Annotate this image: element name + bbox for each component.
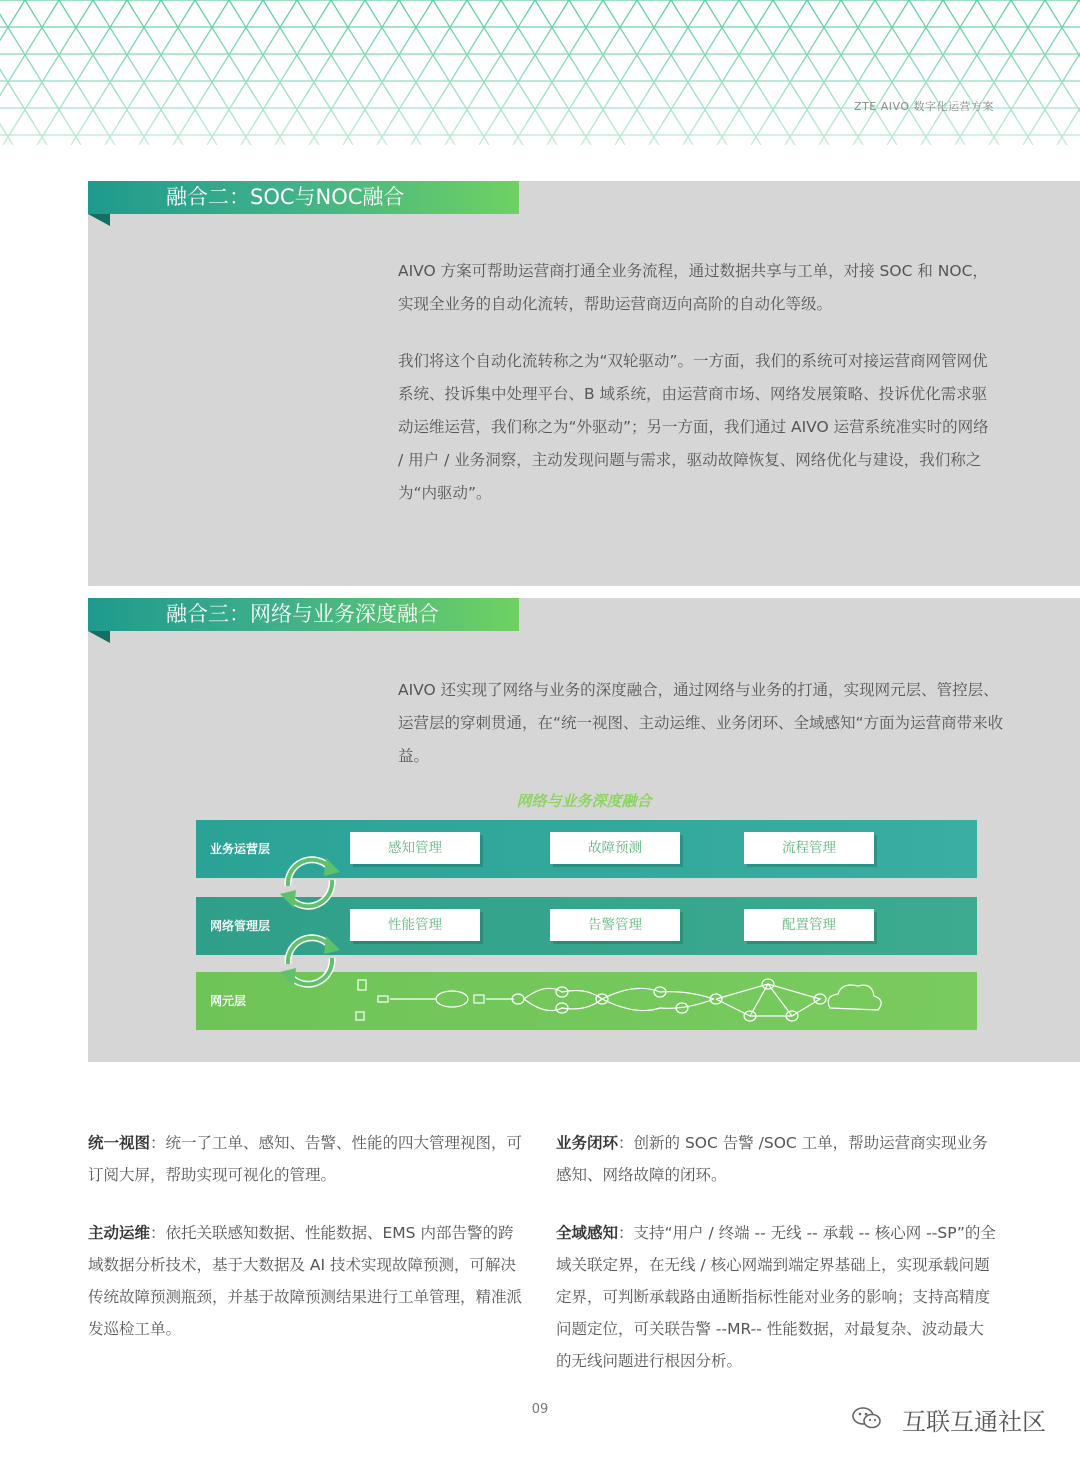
paragraph: 我们将这个自动化流转称之为“双轮驱动”。一方面，我们的系统可对接运营商网管网优系统、投诉集中处理平台、B 域系统，由运营商市场、网络发展策略、投诉优化需求驱动运维运营，我们称之为“外驱动”；另一方面，我们通过 AIVO 运营系统准实时的网络 / 用户 / 业务洞察，主动发现问题与需求，驱动故障恢复、网络优化与建设，我们称之为“内驱动”。 — [398, 352, 989, 502]
feature-term: 全域感知 — [556, 1224, 619, 1242]
feature-term: 主动运维 — [88, 1224, 151, 1242]
section-soc-noc — [88, 181, 1080, 586]
feature-term: 统一视图 — [88, 1134, 151, 1152]
diagram-title: 网络与业务深度融合 — [516, 792, 652, 810]
feature-unified-view — [88, 1127, 528, 1191]
page-number: 09 — [531, 1402, 549, 1417]
wechat-icon — [852, 1405, 882, 1431]
module-performance-management: 性能管理 — [350, 909, 480, 941]
tab-fold-corner — [88, 631, 110, 643]
feature-proactive-ops — [88, 1217, 528, 1345]
layer-label: 网元层 — [210, 994, 247, 1008]
section-title: 融合二：SOC与NOC融合 — [88, 181, 519, 214]
header-pattern — [0, 0, 1080, 145]
layer-label: 网络管理层 — [210, 919, 271, 933]
feature-text: ：统一了工单、感知、告警、性能的四大管理视图，可订阅大屏，帮助实现可视化的管理。 — [88, 1134, 523, 1184]
feature-full-domain — [556, 1217, 996, 1377]
layer-label: 业务运营层 — [210, 842, 271, 856]
module-perception-management: 感知管理 — [350, 832, 480, 864]
paragraph: AIVO 方案可帮助运营商打通全业务流程，通过数据共享与工单，对接 SOC 和 NOC，实现全业务的自动化流转，帮助运营商迈向高阶的自动化等级。 — [398, 262, 988, 313]
cycle-arrows-icon — [274, 846, 346, 918]
section-network-business — [88, 598, 1080, 1062]
module-fault-prediction: 故障预测 — [550, 832, 680, 864]
section-body — [398, 255, 998, 510]
section-title: 融合三：网络与业务深度融合 — [88, 598, 519, 631]
paragraph: AIVO 还实现了网络与业务的深度融合，通过网络与业务的打通，实现网元层、管控层、运营层的穿刺贯通，在“统一视图、主动运维、业务闭环、全域感知“方面为运营商带来收益。 — [398, 681, 1004, 765]
feature-closed-loop — [556, 1127, 996, 1191]
features-left — [88, 1127, 528, 1371]
module-alarm-management: 告警管理 — [550, 909, 680, 941]
module-process-management: 流程管理 — [744, 832, 874, 864]
feature-text: ：依托关联感知数据、性能数据、EMS 内部告警的跨域数据分析技术，基于大数据及 AI 技术实现故障预测，可解决传统故障预测瓶颈，并基于故障预测结果进行工单管理，精准派发巡检工单。 — [88, 1224, 523, 1338]
features-right — [556, 1127, 996, 1403]
header-brand: ZTE AIVO 数字化运营方案 — [854, 100, 994, 113]
feature-text: ：支持“用户 / 终端 -- 无线 -- 承载 -- 核心网 --SP”的全域关联定界，在无线 / 核心网端到端定界基础上，实现承载问题定界，可判断承载路由通断指标性能对业务的影响；支持高精度问题定位，可关联告警 --MR-- 性能数据，对最复杂、波动最大的无线问题进行根因分析。 — [556, 1224, 996, 1370]
feature-text: ：创新的 SOC 告警 /SOC 工单，帮助运营商实现业务感知、网络故障的闭环。 — [556, 1134, 988, 1184]
network-topology-graphic — [346, 972, 886, 1030]
cycle-arrows-icon — [274, 924, 346, 996]
section-body — [398, 674, 1008, 773]
module-configuration-management: 配置管理 — [744, 909, 874, 941]
feature-term: 业务闭环 — [556, 1134, 619, 1152]
watermark-text: 互联互通社区 — [902, 1408, 1046, 1436]
tab-fold-corner — [88, 214, 110, 226]
